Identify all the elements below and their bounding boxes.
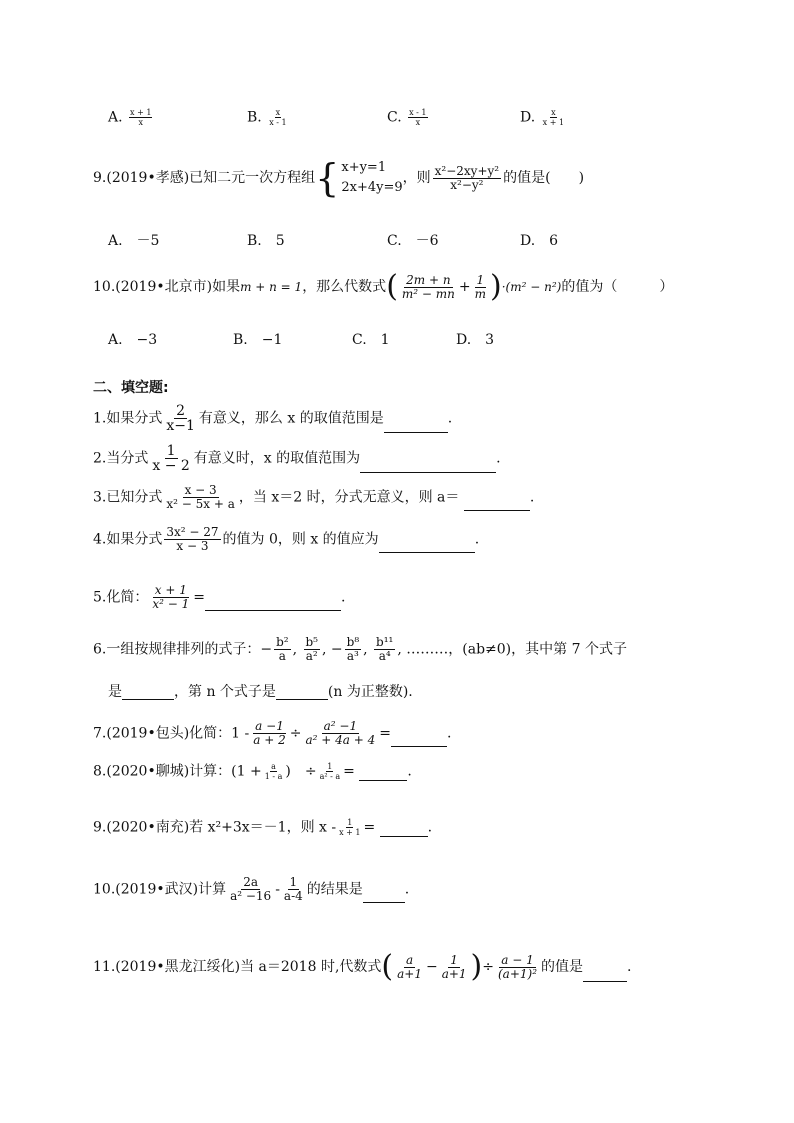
fill-question-9 (93, 818, 432, 837)
fill-question-10 (93, 876, 409, 903)
answer-blank[interactable] (360, 460, 496, 473)
question-text: (n 为正整数). (327, 684, 413, 700)
question-text: 的值是( ) (503, 170, 585, 186)
numerator: 1 (476, 272, 485, 287)
q10-option-c: C. 1 (352, 332, 390, 348)
denominator: a² −16 (230, 889, 272, 903)
fill-question-3 (93, 484, 534, 511)
numerator: 3x² − 27 (166, 525, 219, 539)
question-text: 有意义，那么 x 的取值范围是 (198, 410, 384, 427)
q10-option-a: A. −3 (108, 332, 158, 348)
denominator: 1 - a (264, 772, 283, 781)
fill-question-6: 6.一组按规律排列的式子：− $\frac{\text{b²}}{a}$ , $\frac{\text{b⁵}}{\text{a²}}$ , − $\frac{\text{b⁸}}{\text{a³}}$ , $\frac{\text{b¹¹}}{\text{a⁴}}$ , ………，(ab≠0)，其中第 7 个式子 (93, 635, 627, 663)
answer-blank[interactable] (122, 687, 174, 700)
period: . (447, 410, 453, 427)
q8-option-c (387, 108, 430, 127)
answer-blank[interactable] (205, 598, 341, 611)
denominator: x (138, 118, 143, 127)
fraction (338, 818, 361, 837)
fraction (282, 876, 305, 903)
denominator: a² + 4a + 4 (305, 733, 376, 747)
fill-question-2 (93, 444, 501, 473)
numerator: 1 (327, 762, 333, 771)
question-10 (93, 269, 674, 304)
fraction (228, 876, 273, 903)
fraction (473, 274, 488, 301)
denominator: a + 2 (253, 733, 286, 747)
question-text: ) ÷ (285, 763, 317, 780)
numerator: a (405, 952, 414, 967)
right-paren: ) (470, 949, 483, 984)
question-9 (93, 158, 584, 198)
numerator: a² −1 (323, 719, 358, 733)
numerator: x (551, 108, 556, 117)
denominator: x − 2 (152, 458, 190, 474)
period: . (474, 531, 480, 548)
denominator: x² − 5x + a (166, 497, 235, 511)
denominator: m² − mn (401, 286, 455, 301)
period: . (627, 959, 632, 975)
numerator: b⁵ (305, 635, 318, 649)
q10-option-d: D. 3 (456, 332, 495, 348)
fraction (496, 954, 539, 981)
denominator: a² (305, 649, 318, 663)
numerator: 1 (166, 443, 176, 459)
denominator: a-4 (283, 889, 303, 903)
denominator: x + 1 (339, 828, 361, 837)
period: . (427, 819, 433, 836)
period: . (446, 725, 452, 742)
denominator: a² - a (319, 772, 341, 781)
numerator: x²−2xy+y² (434, 163, 500, 178)
question-text: 是 (108, 684, 122, 700)
operator: - (275, 881, 280, 898)
equation-1: x+y=1 (341, 160, 387, 175)
numerator: x − 3 (184, 483, 217, 497)
fraction (164, 404, 197, 433)
answer-blank[interactable] (380, 824, 428, 837)
answer-blank[interactable] (363, 890, 405, 903)
q9-option-a: A. －5 (108, 233, 160, 249)
expression: ·(m² − n²) (501, 280, 562, 294)
q8-option-d (520, 108, 567, 127)
fraction (374, 636, 395, 663)
question-text: 的值是 (541, 959, 584, 975)
numerator: 2a (243, 875, 259, 889)
option-label: A. (108, 109, 123, 126)
period: . (407, 763, 412, 780)
operator: = (363, 819, 376, 836)
question-text: 5.化简： (93, 589, 149, 606)
denominator: a+1 (397, 966, 422, 981)
brace: { (315, 156, 340, 200)
fraction (440, 954, 469, 981)
fraction (150, 584, 191, 611)
denominator: a³ (346, 649, 359, 663)
fill-question-1 (93, 404, 452, 433)
fraction (319, 762, 342, 781)
fraction (251, 720, 287, 747)
denominator: x + 1 (542, 118, 565, 127)
right-paren: ) (490, 269, 502, 304)
question-text: 10.(2019•北京市)如果 (93, 279, 241, 295)
fraction (542, 108, 565, 127)
numerator: x + 1 (130, 108, 152, 117)
fraction (274, 636, 291, 663)
numerator: 1 (450, 952, 458, 967)
question-text: 的值为（ ） (561, 279, 674, 295)
operator: ÷ (289, 725, 302, 742)
q9-option-b: B. 5 (247, 233, 285, 249)
answer-blank[interactable] (464, 498, 530, 511)
numerator: x - 1 (409, 108, 427, 117)
denominator: (a+1)² (498, 966, 538, 981)
option-label: D. (520, 109, 536, 126)
operator: ÷ (482, 959, 494, 975)
fill-question-11 (93, 949, 632, 984)
denominator: a⁴ (378, 649, 391, 663)
numerator: x (275, 108, 281, 117)
condition: m + n = 1 (240, 280, 303, 294)
question-text: ………，(ab≠0)，其中第 7 个式子 (406, 641, 627, 658)
fraction (303, 720, 377, 747)
question-text: 9.(2019•孝感)已知二元一次方程组 (93, 170, 316, 186)
question-text: 的结果是 (306, 881, 363, 898)
fraction (408, 108, 427, 127)
fill-question-5 (93, 584, 345, 611)
period: . (529, 489, 535, 506)
left-paren: ( (386, 269, 398, 304)
denominator: x−1 (166, 418, 195, 434)
operator: = (379, 725, 391, 742)
question-text: ，那么代数式 (302, 279, 387, 295)
numerator: 2m + n (406, 272, 451, 287)
denominator: x − 3 (176, 539, 209, 553)
fraction (433, 165, 501, 192)
numerator: b¹¹ (376, 635, 394, 649)
question-text: 10.(2019•武汉)计算 (93, 881, 227, 898)
denominator: x - 1 (269, 118, 287, 127)
equation-system (341, 158, 402, 198)
numerator: b² (276, 635, 289, 649)
numerator: x + 1 (154, 583, 187, 597)
fraction (268, 108, 287, 127)
numerator: a (271, 762, 276, 771)
question-text: 3.已知分式 (93, 489, 163, 506)
answer-blank[interactable] (384, 420, 448, 433)
numerator: 1 (347, 818, 353, 827)
denominator: m (474, 286, 487, 301)
fraction (304, 636, 321, 663)
question-text: 的值为 0，则 x 的值应为 (222, 531, 379, 548)
fill-question-7 (93, 720, 451, 747)
operator: = (343, 763, 355, 780)
fill-question-8 (93, 762, 412, 781)
period: . (496, 450, 501, 467)
answer-blank[interactable] (379, 540, 475, 553)
question-text: = (193, 589, 205, 606)
answer-blank[interactable] (359, 768, 407, 781)
question-text: 7.(2019•包头)化简：1 - (93, 725, 250, 742)
operator: − (425, 959, 438, 975)
q10-option-b: B. −1 (233, 332, 283, 348)
section-heading: 二、填空题: (93, 380, 169, 396)
fraction (129, 108, 152, 127)
fraction (264, 762, 284, 781)
fill-question-4 (93, 526, 479, 553)
q9-option-d: D. 6 (520, 233, 559, 249)
q9-option-c: C. －6 (387, 233, 439, 249)
question-text: ，当 x＝2 时，分式无意义，则 a＝ (238, 489, 460, 506)
fraction (400, 274, 457, 301)
numerator: b⁸ (346, 635, 360, 649)
answer-blank[interactable] (583, 969, 627, 982)
fill-question-6-line2 (108, 684, 413, 700)
numerator: a −1 (255, 719, 284, 733)
question-text: 8.(2020•聊城)计算：(1 + (93, 763, 262, 780)
sign: − (260, 641, 273, 658)
q8-option-b (247, 108, 290, 127)
denominator: x (415, 118, 421, 127)
fraction (345, 636, 362, 663)
question-text: 9.(2020•南充)若 x²+3x＝－1，则 x - (93, 819, 337, 836)
sign: − (330, 641, 343, 658)
period: . (341, 589, 346, 606)
question-text: 6.一组按规律排列的式子： (93, 641, 261, 658)
numerator: a − 1 (501, 952, 534, 967)
equation-2: 2x+4y=9 (341, 180, 403, 195)
question-text: 2.当分式 (93, 450, 149, 467)
numerator: 2 (176, 403, 186, 419)
question-text: 1.如果分式 (93, 410, 163, 427)
question-text: ，则 (402, 170, 431, 186)
option-label: C. (387, 109, 402, 126)
fraction (395, 954, 424, 981)
denominator: x²−y² (450, 177, 484, 192)
denominator: x² − 1 (152, 597, 190, 611)
denominator: a+1 (441, 966, 467, 981)
operator: + (458, 279, 471, 295)
question-text: 有意义时，x 的取值范围为 (193, 450, 361, 467)
question-text: 11.(2019•黑龙江绥化)当 a＝2018 时,代数式 (93, 959, 382, 975)
numerator: 1 (289, 875, 298, 889)
answer-blank[interactable] (276, 687, 328, 700)
q8-option-a (108, 108, 154, 127)
option-label: B. (247, 109, 262, 126)
fraction (164, 484, 237, 511)
question-text: 4.如果分式 (93, 531, 163, 548)
fraction (164, 526, 220, 553)
answer-blank[interactable] (391, 734, 447, 747)
period: . (404, 881, 410, 898)
denominator: a (278, 649, 286, 663)
fraction (150, 444, 191, 473)
left-paren: ( (381, 949, 394, 984)
question-text: ，第 n 个式子是 (174, 684, 276, 700)
